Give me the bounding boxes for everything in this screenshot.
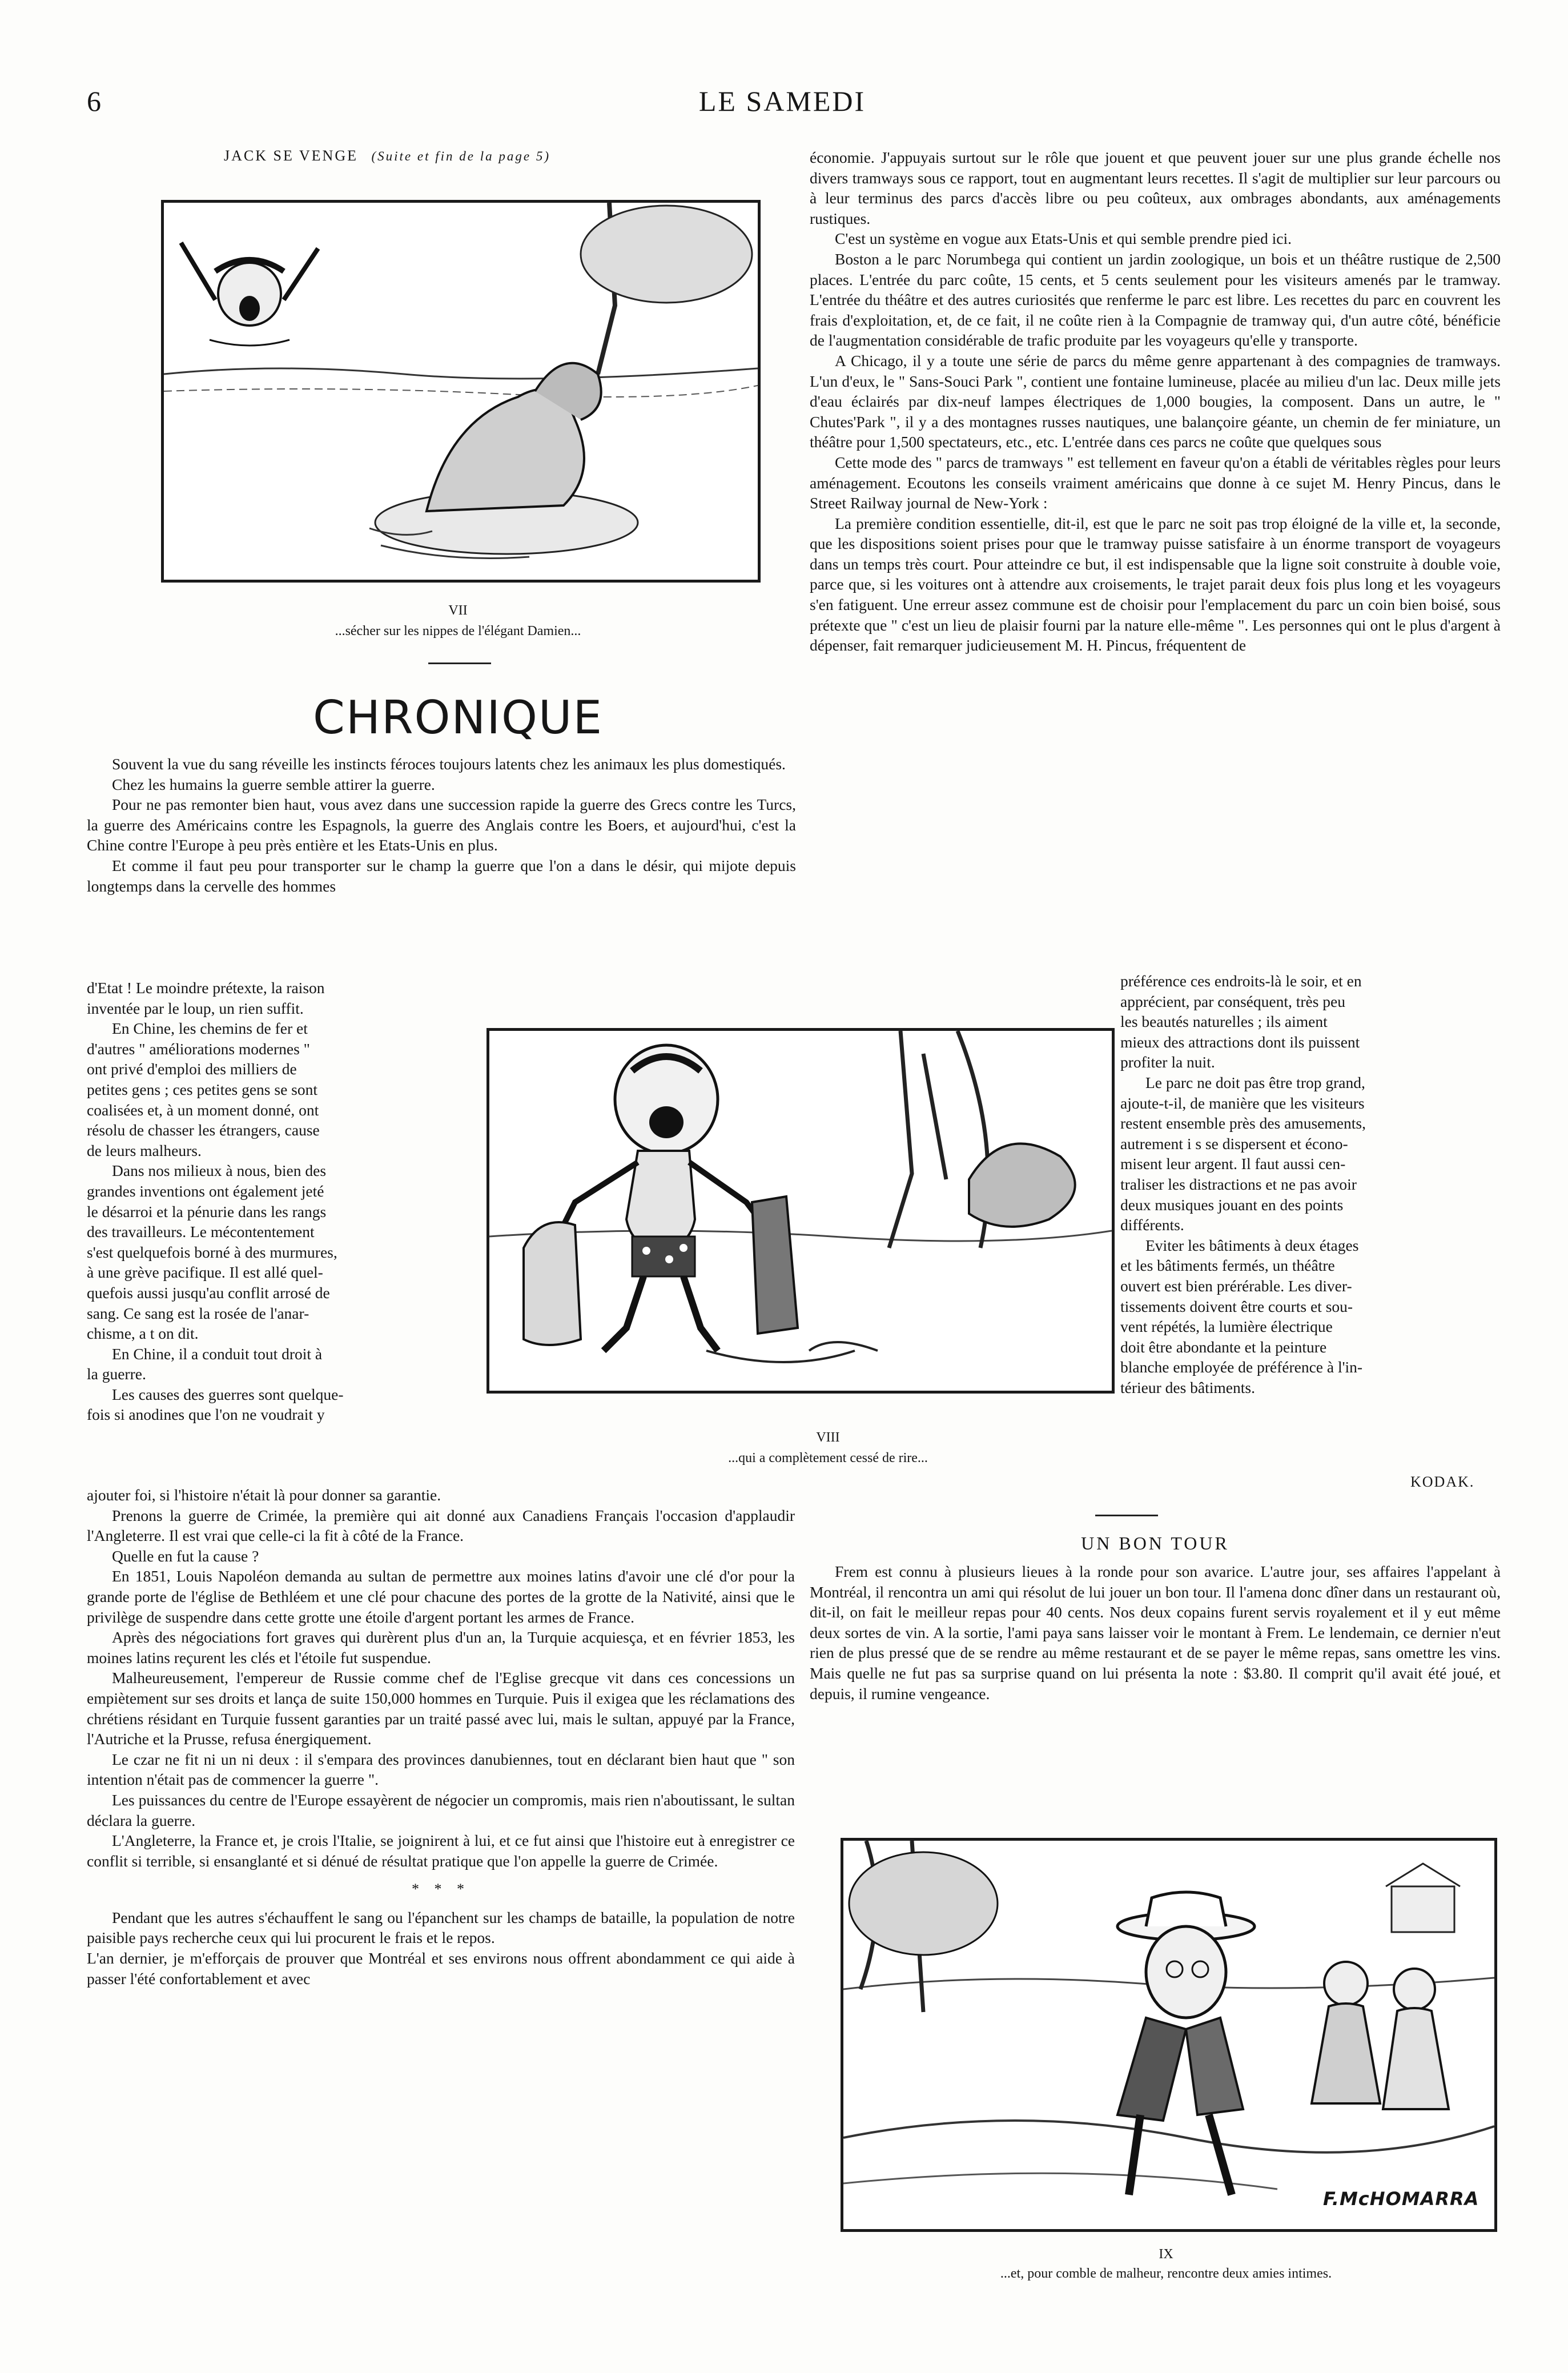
paragraph: Les puissances du centre de l'Europe essayèrent de négocier un compromis, mais rien n'aboutissant, le sultan déclara la guerre. [87, 1790, 795, 1829]
text-line: Le parc ne doit pas être trop grand, [1145, 1073, 1365, 1091]
text-line: Dans nos milieux à nous, bien des [112, 1162, 327, 1180]
text-line: blanche employée de préférence à l'in- [1120, 1358, 1363, 1376]
paragraph: Malheureusement, l'empereur de Russie comme chef de l'Eglise grecque vit dans ces concessions un empiètement sur ses droits et lança de suite 150,000 hommes en Turquie. Puis il exigea que les réclamations des chrétiens résidant en Turquie fussent garanties par un traité passé avec lui, mais le sultan, appuyé par la France, l'Autriche et la Prusse, refusa énergiquement. [87, 1669, 795, 1748]
divider [428, 662, 491, 664]
comic-panel-vii [161, 200, 761, 583]
comic-panel-ix [841, 1838, 1497, 2232]
chronique-col-left-bottom [87, 1485, 795, 1989]
paragraph: C'est un système en vogue aux Etats-Unis et qui semble prendre pied ici. [835, 230, 1292, 248]
text-line: des travailleurs. Le mécontentement [87, 1223, 315, 1241]
text-line: vent répétés, la lumière électrique [1120, 1318, 1333, 1336]
paragraph: Le czar ne fit ni un ni deux : il s'empara des provinces danubiennes, tout en déclarant bien haut que " son intention n'était pas de commencer la guerre ". [87, 1750, 795, 1789]
text-line: traliser les distractions et ne pas avoir [1120, 1175, 1357, 1193]
paragraph: L'an dernier, je m'efforçais de prouver que Montréal et ses environs nous offrent abondamment ce qui aide à passer l'été confortablement et avec [87, 1949, 795, 1987]
text-line: sang. Ce sang est la rosée de l'anar- [87, 1304, 309, 1322]
text-line: la guerre. [87, 1365, 146, 1383]
text-line: différents. [1120, 1216, 1184, 1234]
paragraph: Et comme il faut peu pour transporter sur le champ la guerre que l'on a dans le désir, qui mijote depuis longtemps dans la cervelle des hommes [87, 856, 796, 895]
text-line: le désarroi et la pénurie dans les rangs [87, 1202, 327, 1220]
text-line: autrement i s se dispersent et écono- [1120, 1134, 1348, 1153]
paragraph: ajouter foi, si l'histoire n'était là pour donner sa garantie. [87, 1486, 441, 1504]
panel-vii-numeral: VII [448, 603, 468, 618]
text-line: et les bâtiments fermés, un théâtre [1120, 1256, 1335, 1275]
panel-vii-illustration [164, 203, 758, 580]
text-line: d'autres " améliorations modernes " [87, 1039, 310, 1058]
paragraph: Chez les humains la guerre semble attirer la guerre. [112, 775, 435, 793]
paragraph: En 1851, Louis Napoléon demanda au sultan de permettre aux moines latins d'avoir une clé d'or pour la grande porte de l'église de Bethléem et une clé pour chacune des portes de la grotte de la Nativité, ainsi que le privilège de suspendre dans cette grotte une étoile d'argent portant les armes de France. [87, 1567, 795, 1626]
paragraph: Quelle en fut la cause ? [112, 1547, 259, 1565]
text-line: tissements doivent être courts et sou- [1120, 1297, 1353, 1315]
text-line: misent leur argent. Il faut aussi cen- [1120, 1155, 1346, 1173]
text-line: grandes inventions ont également jeté [87, 1182, 324, 1200]
paragraph: Pour ne pas remonter bien haut, vous avez dans une succession rapide la guerre des Grecs contre les Turcs, la guerre des Américains contre les Espagnols, la guerre des Anglais contre les Boers, et aujourd'hui, c'est la Chine contre l'Europe à peu près entière et les Etats-Unis en plus. [87, 796, 796, 854]
comic-panel-viii [487, 1028, 1115, 1394]
text-line: profiter la nuit. [1120, 1053, 1215, 1071]
panel-ix-illustration [843, 1841, 1494, 2229]
paragraph: Frem est connu à plusieurs lieues à la ronde pour son avarice. L'autre jour, ses affaires l'appelant à Montréal, il rencontra un ami qui résolut de lui jouer un bon tour. Il l'amena donc dîner dans un restaurant où, dit-il, on fait le meilleur repas pour 40 cents. Nos deux copains furent servis royalement et il y eut même deux sortes de vin. A la sortie, l'ami paya sans laisser voir le montant à Frem. Le lendemain, ce dernier n'eut rien de plus pressé que de se rendre au même restaurant et de se payer le même repas, sans omettre les vins. Mais quelle ne fut pas sa surprise quand on lui présenta la note : $3.80. Il comprit qu'il avait été joué, et depuis, il rumine vengeance. [810, 1563, 1501, 1703]
text-line: petites gens ; ces petites gens se sont [87, 1080, 318, 1098]
text-line: En Chine, il a conduit tout droit à [112, 1344, 323, 1363]
panel-viii-illustration [489, 1031, 1112, 1391]
text-line: résolu de chasser les étrangers, cause [87, 1121, 320, 1139]
text-line: térieur des bâtiments. [1120, 1378, 1255, 1396]
panel-ix-numeral: IX [1159, 2247, 1173, 2262]
text-line: Les causes des guerres sont quelque- [112, 1385, 344, 1403]
serial-title [224, 147, 550, 164]
paragraph: La première condition essentielle, dit-il, est que le parc ne soit pas trop éloigné de la ville et, la seconde, que les dispositions soient prises pour que le tramway puisse satisfaire à un énorme transport de voyageurs dans un temps très court. Pour atteindre ce but, il est indispensable que la ligne soit construite à double voie, parce que, si les voitures ont à attendre aux croisements, le trajet parait deux fois plus long et les voyageurs s'en fatiguent. Une erreur assez commune est de choisir pour l'emplacement du parc un coin bien boisé, sous prétexte que " c'est un lieu de plaisir fourni par la nature elle-même ". Les personnes qui ont le plus d'argent à dépenser, fait remarquer judicieusement M. H. Pincus, fréquentent de [810, 514, 1501, 655]
chronique-wrap-column [87, 978, 452, 1425]
text-line: En Chine, les chemins de fer et [112, 1019, 308, 1038]
bon-tour-story [810, 1561, 1501, 1704]
text-line: de leurs malheurs. [87, 1141, 202, 1159]
paragraph: Après des négociations fort graves qui durèrent plus d'un an, la Turquie acquiesça, et en février 1853, les moines latins reçurent les clés et l'étoile fut suspendue. [87, 1628, 795, 1667]
divider [1095, 1515, 1158, 1516]
panel-vii-caption: ...sécher sur les nippes de l'élégant Damien... [335, 624, 581, 639]
text-line: quefois aussi jusqu'au conflit arrosé de [87, 1283, 330, 1302]
text-line: préférence ces endroits-là le soir, et en [1120, 972, 1362, 990]
chronique-right-narrow [1120, 971, 1502, 1398]
text-line: inventée par le loup, un rien suffit. [87, 999, 304, 1017]
text-line: restent ensemble près des amusements, [1120, 1114, 1366, 1133]
chronique-col-left-top [87, 754, 796, 896]
chronique-col-right [810, 147, 1501, 656]
panel-ix-caption: ...et, pour comble de malheur, rencontre deux amies intimes. [1000, 2266, 1332, 2281]
serial-title-text: JACK SE VENGE [224, 147, 358, 164]
paragraph: économie. J'appuyais surtout sur le rôle que jouent et que peuvent jouer sur une plus grande échelle nos divers tramways sous ce rapport, tout en augmentant leurs recettes. Il s'agit de multiplier sur leur parcours ou à leur terminus des parcs d'accès libre ou peu coûteux, aux ombrages abondants, aux aménagements rustiques. [810, 148, 1501, 227]
text-line: deux musiques jouant en des points [1120, 1195, 1344, 1214]
page-number: 6 [87, 85, 103, 117]
paragraph: Souvent la vue du sang réveille les instincts féroces toujours latents chez les animaux les plus domestiqués. [112, 755, 786, 773]
text-line: ajoute-t-il, de manière que les visiteurs [1120, 1094, 1365, 1112]
chronique-heading [161, 691, 755, 744]
text-line: apprécient, par conséquent, très peu [1120, 992, 1345, 1010]
text-line: doit être abondante et la peinture [1120, 1338, 1327, 1356]
chronique-signature: KODAK. [1410, 1473, 1475, 1490]
section-stars: * * * [412, 1881, 470, 1898]
text-line: Eviter les bâtiments à deux étages [1145, 1236, 1359, 1254]
text-line: chisme, a t on dit. [87, 1324, 199, 1343]
text-line: mieux des attractions dont ils puissent [1120, 1033, 1360, 1051]
bon-tour-title: UN BON TOUR [1081, 1533, 1229, 1553]
paragraph: Pendant que les autres s'échauffent le sang ou l'épanchent sur les champs de bataille, la population de notre paisible pays recherche ceux qui lui procurent le frais et le repos. [87, 1908, 795, 1947]
text-line: à une grève pacifique. Il est allé quel- [87, 1263, 323, 1282]
panel-viii-caption: ...qui a complètement cessé de rire... [728, 1451, 928, 1465]
text-line: coalisées et, à un moment donné, ont [87, 1101, 319, 1119]
text-line: fois si anodines que l'on ne voudrait y [87, 1406, 325, 1424]
paragraph: Boston a le parc Norumbega qui contient un jardin zoologique, un bois et un théâtre rustique de 2,500 places. L'entrée du parc coûte, 15 cents, et 5 cents seulement pour les visiteurs amenés par le tramway. L'entrée du théâtre et des autres curiosités que renferme le parc est libre. Les recettes du parc en couvrent les frais d'exploitation, et, de ce fait, il ne coûte rien à la Compagnie de tramway qui, d'un autre côté, bénéficie de l'augmentation considérable de trafic produite par les voyageurs qu'elle y transporte. [810, 250, 1501, 350]
text-line: les beautés naturelles ; ils aiment [1120, 1013, 1328, 1031]
text-line: ont privé d'emploi des milliers de [87, 1060, 297, 1078]
masthead: LE SAMEDI [698, 85, 866, 117]
artist-signature: F.McHOMARRA [1323, 2188, 1479, 2210]
paragraph: Prenons la guerre de Crimée, la première qui ait donné aux Canadiens Français l'occasion d'applaudir l'Angleterre. Il est vrai que celle-ci la fit à côté de la France. [87, 1506, 795, 1545]
paragraph: A Chicago, il y a toute une série de parcs du même genre appartenant à des compagnies de tramways. L'un d'eux, le " Sans-Souci Park ", contient une fontaine lumineuse, placée au milieu d'un lac. Deux mille jets d'eau éclairés par dix-neuf lampes électriques de 1,000 bougies, la composent. Dans un autre, le " Chutes'Park ", il y a des montagnes russes nautiques, une balançoire géante, un chemin de fer miniature, un théâtre pour 1,500 spectateurs, etc., etc. L'entrée dans ces parcs ne coûte que quelques sous [810, 351, 1501, 451]
text-line: d'Etat ! Le moindre prétexte, la raison [87, 979, 325, 997]
text-line: s'est quelquefois borné à des murmures, [87, 1243, 337, 1261]
chronique-title: CHRONIQUE [312, 691, 604, 744]
serial-subtitle: (Suite et fin de la page 5) [371, 149, 550, 163]
text-line: ouvert est bien prérérable. Les diver- [1120, 1276, 1352, 1295]
panel-viii-numeral: VIII [816, 1430, 840, 1445]
paragraph: L'Angleterre, la France et, je crois l'Italie, se joignirent à lui, et ce fut ainsi que l'histoire eut à enregistrer ce conflit si terrible, si ensanglanté et si dénué de résultat pratique que l'on appelle la guerre de Crimée. [87, 1832, 795, 1870]
paragraph: Cette mode des " parcs de tramways " est tellement en faveur qu'on a établi de véritables règles pour leurs aménagement. Ecoutons les conseils vraiment américains que donne à ce sujet M. Henry Pincus, dans le Street Railway journal de New-York : [810, 453, 1501, 512]
